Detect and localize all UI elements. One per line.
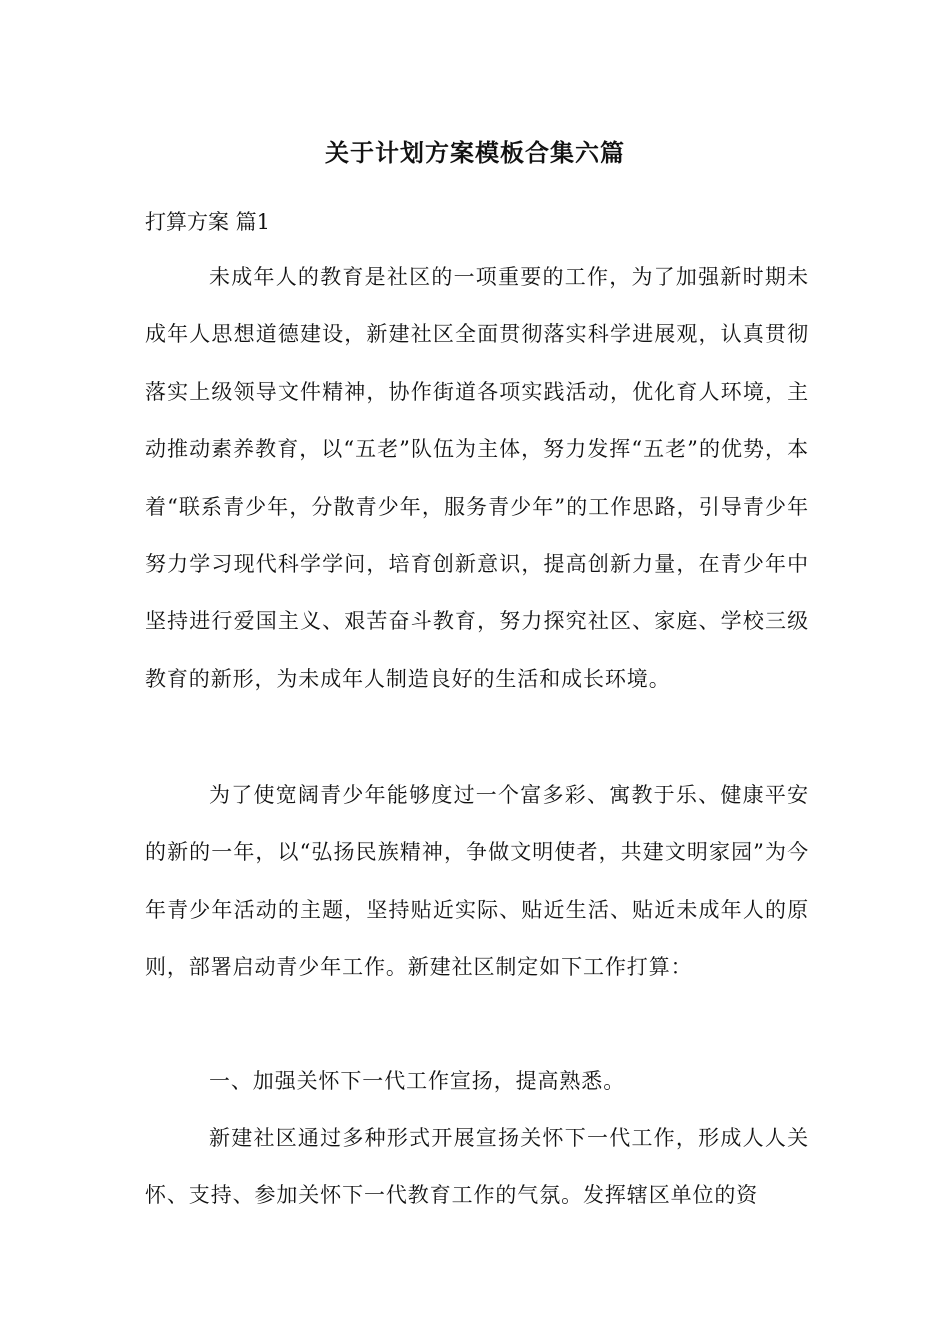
paragraph: 为了使宽阔青少年能够度过一个富多彩、寓教于乐、健康平安的新的一年，以“弘扬民族精神，争做文明使者，共建文明家园”为今年青少年活动的主题，坚持贴近实际、贴近生活、贴近未成年人的原则，部署启动青少年工作。新建社区制定如下工作打算： bbox=[145, 783, 809, 980]
section-item-heading: 一、加强关怀下一代工作宣扬，提高熟悉。 bbox=[209, 1069, 626, 1093]
document-title: 关于计划方案模板合集六篇 bbox=[325, 138, 625, 167]
paragraph: 未成年人的教育是社区的一项重要的工作，为了加强新时期未成年人思想道德建设，新建社区全面贯彻落实科学进展观，认真贯彻落实上级领导文件精神，协作街道各项实践活动，优化育人环境，主动推动素养教育，以“五老”队伍为主体，努力发挥“五老”的优势，本着“联系青少年，分散青少年，服务青少年”的工作思路，引导青少年努力学习现代科学学问，培育创新意识，提高创新力量，在青少年中坚持进行爱国主义、艰苦奋斗教育，努力探究社区、家庭、学校三级教育的新形，为未成年人制造良好的生活和成长环境。 bbox=[145, 265, 809, 691]
section-heading: 打算方案 篇1 bbox=[145, 210, 271, 234]
paragraph: 新建社区通过多种形式开展宣扬关怀下一代工作，形成人人关怀、支持、参加关怀下一代教育工作的气氛。发挥辖区单位的资 bbox=[145, 1126, 809, 1208]
